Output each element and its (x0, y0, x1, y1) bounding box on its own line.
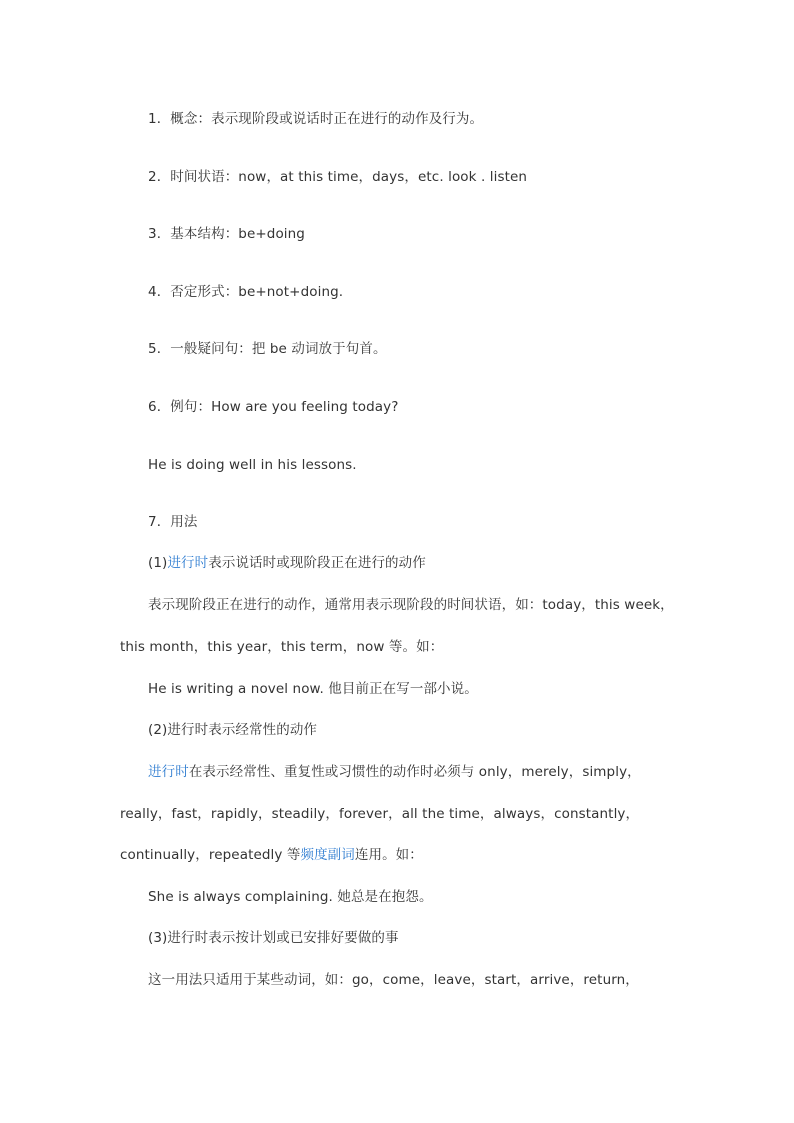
item-example-1: 6．例句：How are you feeling today? (148, 399, 399, 415)
usage-1-desc-line-1: 表示现阶段正在进行的动作，通常用表示现阶段的时间状语，如：today，this week， (148, 597, 674, 613)
usage-2-desc-line-3 (120, 846, 423, 864)
item-time-adverbials: 2．时间状语：now，at this time，days，etc. look . listen (148, 169, 528, 185)
item-example-2: He is doing well in his lessons. (148, 457, 357, 473)
item-negative: 4．否定形式：be+not+doing. (148, 284, 344, 300)
usage-3-heading: (3)进行时表示按计划或已安排好要做的事 (148, 930, 399, 946)
usage-2-example: She is always complaining. 她总是在抱怨。 (148, 889, 433, 905)
item-question: 5．一般疑问句：把 be 动词放于句首。 (148, 341, 387, 357)
usage-3-desc: 这一用法只适用于某些动词，如：go，come，leave，start，arrive，return， (148, 972, 639, 988)
usage-2-desc-rest: 在表示经常性、重复性或习惯性的动作时必须与 only，merely，simply， (188, 764, 641, 780)
usage-1-example: He is writing a novel now. 他目前正在写一部小说。 (148, 681, 478, 697)
usage-1-prefix: (1) (148, 555, 168, 571)
usage-1-heading (148, 554, 426, 572)
usage-2-desc-line-3-start: continually，repeatedly 等 (120, 847, 301, 863)
item-concept: 1．概念：表示现阶段或说话时正在进行的动作及行为。 (148, 111, 484, 127)
usage-1-desc-line-2: this month，this year，this term，now 等。如： (120, 639, 444, 655)
usage-2-desc-line-1 (148, 763, 641, 781)
usage-2-desc-line-2: really，fast，rapidly，steadily，forever，all the time，always，constantly， (120, 806, 640, 822)
usage-1-link[interactable]: 进行时 (167, 555, 209, 571)
usage-2-desc-link[interactable]: 进行时 (148, 764, 189, 780)
item-usage-heading: 7．用法 (148, 514, 198, 530)
usage-2-frequency-adverb-link[interactable]: 频度副词 (300, 847, 355, 863)
item-structure: 3．基本结构：be+doing (148, 226, 305, 242)
usage-2-heading: (2)进行时表示经常性的动作 (148, 722, 318, 738)
usage-2-desc-line-3-end: 连用。如： (354, 847, 423, 863)
usage-1-rest: 表示说话时或现阶段正在进行的动作 (208, 555, 426, 571)
